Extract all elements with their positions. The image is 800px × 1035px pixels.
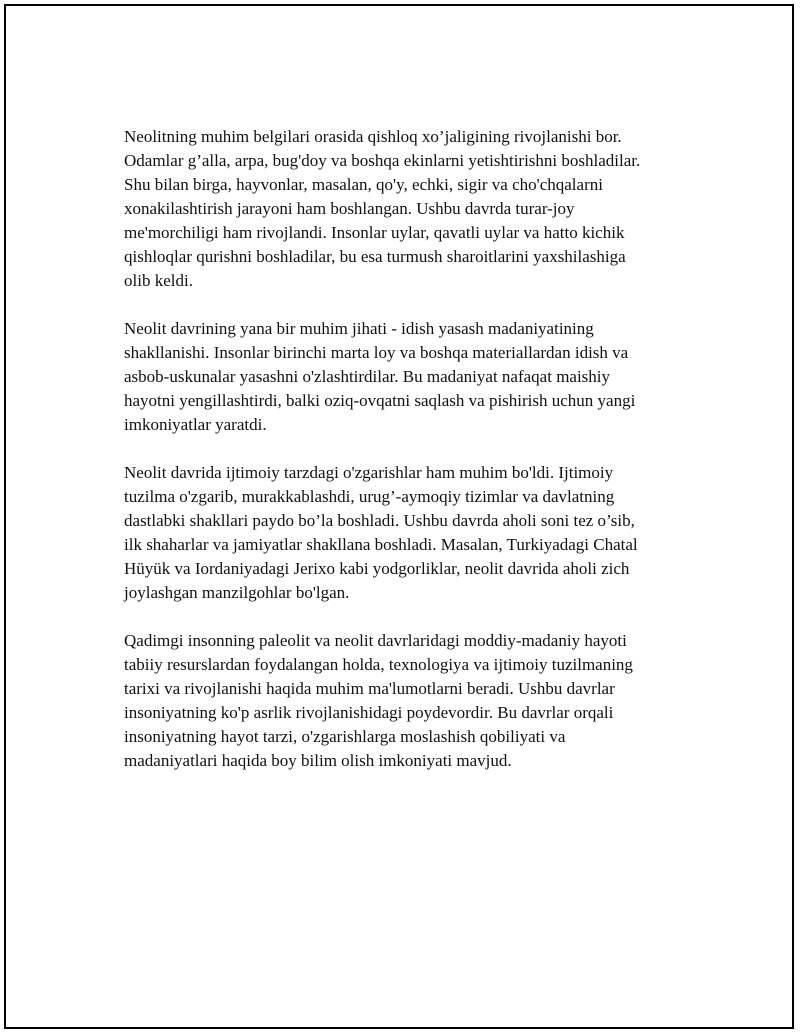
page-frame (4, 4, 794, 1029)
text-line: shakllanishi. Insonlar birinchi marta loy va boshqa materiallardan idish va (124, 343, 629, 362)
text-line: dastlabki shakllari paydo bo’la boshladi. Ushbu davrda aholi soni tez o’sib, (124, 511, 635, 530)
text-line: Qadimgi insonning paleolit va neolit davrlaridagi moddiy-madaniy hayoti (124, 631, 627, 650)
paragraph-conclusion (124, 629, 694, 773)
text-line: joylashgan manzilgohlar bo'lgan. (124, 583, 350, 602)
text-line: Neolitning muhim belgilari orasida qishloq xo’jaligining rivojlanishi bor. (124, 127, 622, 146)
text-line: olib keldi. (124, 271, 193, 290)
text-line: Neolit davrining yana bir muhim jihati - idish yasash madaniyatining (124, 319, 594, 338)
text-line: me'morchiligi ham rivojlandi. Insonlar uylar, qavatli uylar va hatto kichik (124, 223, 625, 242)
text-line: xonakilashtirish jarayoni ham boshlangan. Ushbu davrda turar-joy (124, 199, 575, 218)
text-line: insoniyatning ko'p asrlik rivojlanishidagi poydevordir. Bu davrlar orqali (124, 703, 614, 722)
text-line: imkoniyatlar yaratdi. (124, 415, 267, 434)
text-line: Shu bilan birga, hayvonlar, masalan, qo'y, echki, sigir va cho'chqalarni (124, 175, 603, 194)
text-line: tuzilma o'zgarib, murakkablashdi, urug’-aymoqiy tizimlar va davlatning (124, 487, 615, 506)
text-line: Hüyük va Iordaniyadagi Jerixo kabi yodgorliklar, neolit davrida aholi zich (124, 559, 630, 578)
text-line: insoniyatning hayot tarzi, o'zgarishlarga moslashish qobiliyati va (124, 727, 566, 746)
paragraph-social-change (124, 461, 694, 605)
paragraph-agriculture (124, 125, 694, 293)
text-line: tabiiy resurslardan foydalangan holda, texnologiya va ijtimoiy tuzilmaning (124, 655, 633, 674)
text-line: madaniyatlari haqida boy bilim olish imkoniyati mavjud. (124, 751, 512, 770)
document-body (124, 125, 694, 797)
text-line: tarixi va rivojlanishi haqida muhim ma'lumotlarni beradi. Ushbu davrlar (124, 679, 615, 698)
text-line: hayotni yengillashtirdi, balki oziq-ovqatni saqlash va pishirish uchun yangi (124, 391, 636, 410)
paragraph-pottery (124, 317, 694, 437)
text-line: Neolit davrida ijtimoiy tarzdagi o'zgarishlar ham muhim bo'ldi. Ijtimoiy (124, 463, 614, 482)
text-line: asbob-uskunalar yasashni o'zlashtirdilar. Bu madaniyat nafaqat maishiy (124, 367, 611, 386)
text-line: ilk shaharlar va jamiyatlar shakllana boshladi. Masalan, Turkiyadagi Chatal (124, 535, 638, 554)
text-line: qishloqlar qurishni boshladilar, bu esa turmush sharoitlarini yaxshilashiga (124, 247, 626, 266)
text-line: Odamlar g’alla, arpa, bug'doy va boshqa ekinlarni yetishtirishni boshladilar. (124, 151, 641, 170)
